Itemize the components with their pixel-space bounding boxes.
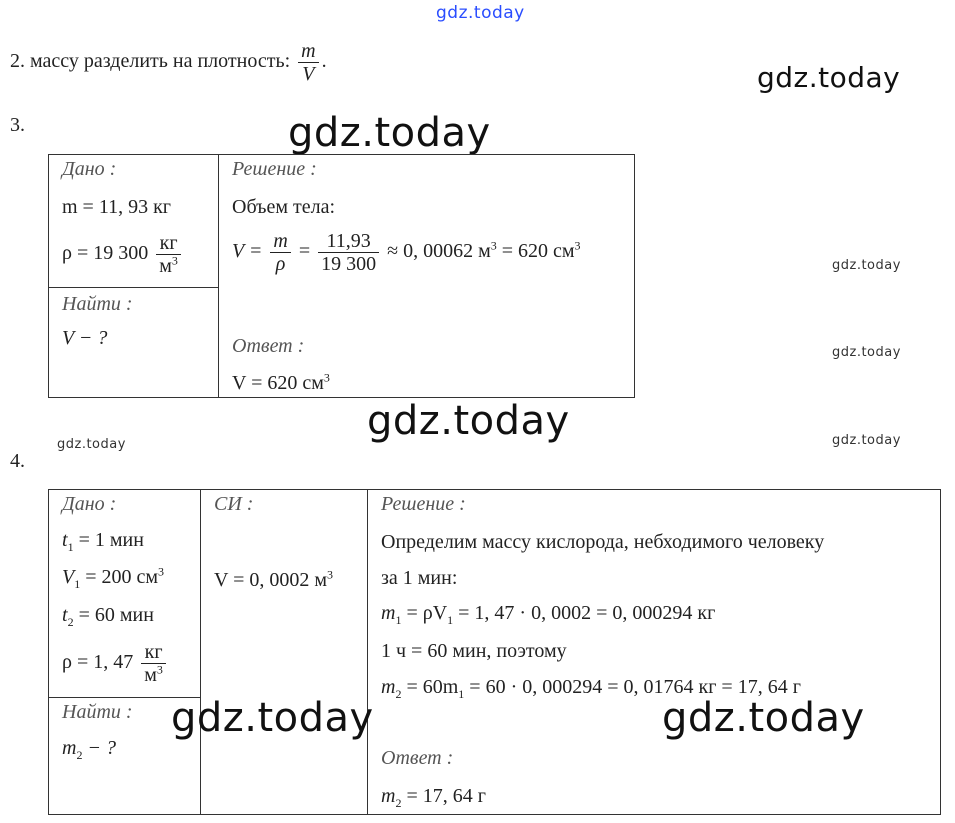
- find-rest: − ?: [82, 737, 116, 759]
- watermark-large-1: gdz.today: [288, 110, 491, 156]
- problem-4-given-v1: [62, 565, 164, 589]
- 60m: = 60m: [401, 676, 459, 698]
- rho-unit: [141, 641, 166, 686]
- problem-4-given-t2: [62, 603, 154, 627]
- t1-value: = 1 мин: [73, 529, 144, 551]
- eq-fraction-1: [270, 230, 290, 275]
- calc-2: = 60 · 0, 000294 = 0, 01764 кг = 17, 64 г: [464, 676, 801, 698]
- problem-3-given-title: Дано :: [62, 158, 117, 180]
- density-unit-den-text: м: [159, 255, 172, 277]
- m2: m: [62, 737, 77, 759]
- sup: 3: [574, 238, 581, 253]
- watermark-small-1: gdz.today: [832, 258, 901, 273]
- sup: 3: [323, 370, 330, 385]
- eq-f1-den: ρ: [275, 253, 286, 275]
- watermark-small-2: gdz.today: [832, 345, 901, 360]
- si-value: V = 0, 0002 м: [214, 569, 328, 591]
- v1: V: [62, 566, 75, 588]
- sup: 3: [327, 567, 334, 582]
- problem-3-find: V − ?: [62, 327, 108, 349]
- m2: m: [381, 785, 396, 807]
- eq-lhs: V =: [232, 240, 263, 263]
- problem-4-number: 4.: [10, 450, 25, 472]
- watermark-right-medium: gdz.today: [757, 61, 901, 94]
- problem-4-solution-line-4: 1 ч = 60 мин, поэтому: [381, 640, 567, 662]
- problem-4-divider-2: [367, 489, 368, 815]
- watermark-large-4: gdz.today: [662, 695, 865, 741]
- sup: 3: [490, 238, 497, 253]
- line-2-fraction: [298, 40, 318, 85]
- t1: t: [62, 529, 68, 551]
- sub: 1: [447, 613, 454, 627]
- line-2-text: 2. массу разделить на плотность:: [10, 50, 291, 73]
- density-unit: [156, 232, 181, 277]
- problem-4-solution-line-2: за 1 мин:: [381, 567, 458, 589]
- m2: m: [381, 676, 396, 698]
- problem-3-solution-title: Решение :: [232, 158, 317, 180]
- problem-3-find-title: Найти :: [62, 293, 133, 315]
- rho-value: ρ = 1, 47: [62, 651, 134, 674]
- line-2-numerator: m: [298, 40, 318, 63]
- rho-v: = ρV: [401, 602, 448, 624]
- sub: 2: [395, 796, 402, 810]
- problem-4-given-t1: [62, 528, 144, 552]
- problem-4-si: [214, 568, 333, 592]
- watermark-small-3: gdz.today: [57, 437, 126, 452]
- eq-fraction-2: [318, 230, 379, 275]
- density-value: ρ = 19 300: [62, 242, 149, 265]
- sub: 2: [67, 615, 74, 629]
- problem-4-divider-1: [200, 489, 201, 815]
- t2: t: [62, 604, 68, 626]
- problem-4-solution-line-3: [381, 601, 715, 625]
- answer-value: = 17, 64 г: [401, 785, 486, 807]
- rho-unit-den-text: м: [144, 664, 157, 686]
- calc-1: = 1, 47 · 0, 0002 = 0, 000294 кг: [453, 602, 716, 624]
- sup: 3: [158, 564, 165, 579]
- problem-3-answer-title: Ответ :: [232, 335, 305, 357]
- eq-rhs-2: = 620 см: [496, 240, 575, 263]
- eq-rhs: ≈ 0, 00062 м: [387, 240, 491, 263]
- problem-3-given-find-divider: [48, 287, 219, 288]
- sub: 1: [395, 613, 402, 627]
- watermark-large-2: gdz.today: [367, 398, 570, 444]
- sub: 1: [74, 577, 81, 591]
- rho-unit-den: [141, 664, 166, 686]
- problem-4-given-title: Дано :: [62, 493, 117, 515]
- problem-3-answer: [232, 371, 330, 395]
- problem-3-number: 3.: [10, 114, 25, 136]
- problem-3-divider: [218, 154, 219, 398]
- sub: 2: [76, 748, 83, 762]
- answer-text: V = 620 см: [232, 372, 324, 394]
- sup: 3: [156, 662, 163, 677]
- sub: 1: [458, 687, 465, 701]
- watermark-large-3: gdz.today: [171, 695, 374, 741]
- v1-value: = 200 см: [80, 566, 159, 588]
- problem-4-find: [62, 736, 116, 760]
- sup: 3: [171, 253, 178, 268]
- eq-f2-num: 11,93: [318, 230, 379, 253]
- sub: 2: [395, 687, 402, 701]
- density-unit-num: кг: [156, 232, 181, 255]
- problem-3-equation: [232, 230, 581, 275]
- density-unit-den: [156, 255, 181, 277]
- sub: 1: [67, 540, 74, 554]
- line-2-end: .: [321, 50, 327, 73]
- watermark-top: gdz.today: [436, 3, 525, 23]
- problem-3-given-density: [62, 232, 184, 277]
- line-2-denominator: V: [302, 63, 315, 85]
- problem-4-si-title: СИ :: [214, 493, 254, 515]
- problem-4-solution-title: Решение :: [381, 493, 466, 515]
- problem-4-given-density: [62, 641, 169, 686]
- m1: m: [381, 602, 396, 624]
- problem-4-solution-line-1: Определим массу кислорода, небходимого человеку: [381, 531, 825, 553]
- problem-3-given-mass: m = 11, 93 кг: [62, 196, 172, 218]
- eq-f1-num: m: [270, 230, 290, 253]
- eq-f2-den: 19 300: [321, 253, 377, 275]
- eq-mid: =: [298, 240, 311, 263]
- problem-4-answer: [381, 784, 486, 808]
- line-2: [10, 40, 327, 85]
- t2-value: = 60 мин: [73, 604, 154, 626]
- problem-4-answer-title: Ответ :: [381, 747, 454, 769]
- rho-unit-num: кг: [141, 641, 166, 664]
- watermark-small-4: gdz.today: [832, 433, 901, 448]
- problem-3-solution-line-1: Объем тела:: [232, 196, 336, 218]
- problem-4-find-title: Найти :: [62, 701, 133, 723]
